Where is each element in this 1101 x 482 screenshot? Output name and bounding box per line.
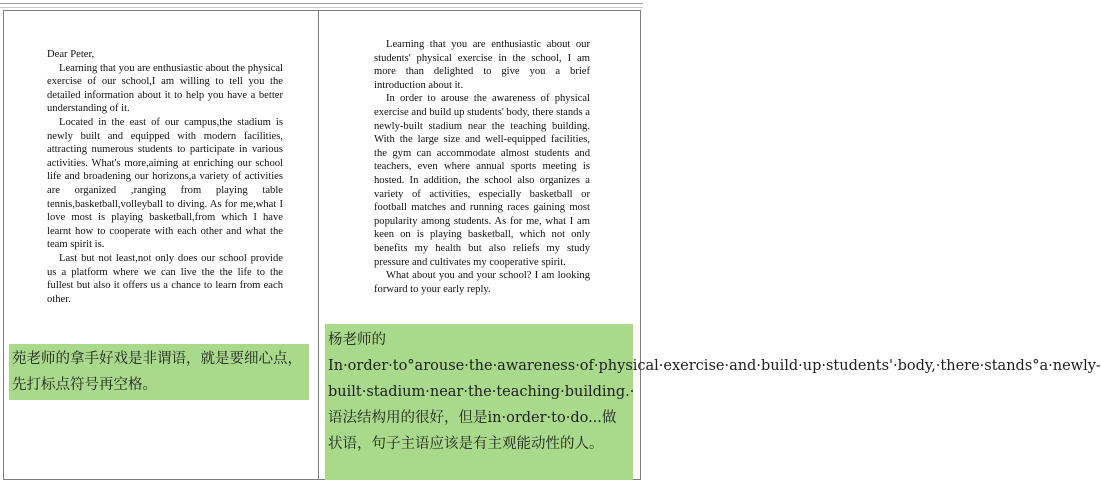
right-paragraph-1: Learning that you are enthusiastic about our students' physical exercise in the school, I am more than delighted to give you a brief introduction about it. — [374, 39, 590, 91]
right-comment-text: 杨老师的In·order·to°arouse·the·awareness·of·physical·exercise·and·build·up·students'·body,·there·stands°a·newly-built·stadium·near·the·teaching·building.·语法结构用的很好，但是in·order·to·do...做状语，句子主语应该是有主观能动性的人。 — [328, 332, 1101, 452]
left-paragraph-1: Learning that you are enthusiastic about the physical exercise of our school,I am willing to tell you the detailed information about it to help you have a better understanding of it. — [47, 62, 283, 115]
left-paragraph-3: Last but not least,not only does our school provide us a platform where we can live the the life to the fullest but also it offers us a chance to learn from each other. — [47, 252, 283, 305]
left-letter — [47, 48, 283, 306]
column-divider — [318, 10, 319, 480]
right-teacher-comment — [325, 324, 1101, 480]
ruler-line — [0, 3, 643, 4]
left-paragraph-2: Located in the east of our campus,the stadium is newly built and equipped with modern facilities, attracting numerous students to participate in various activities. What's more,aiming at enriching our school life and broadening our horizons,a variety of activities are organized ,ranging from playing table tennis,basketball,volleyball to diving. As for me,what I love most is playing basketball,from which I have learnt how to cooperate with each other and what the team spirit is. — [47, 116, 283, 251]
left-teacher-comment — [9, 344, 309, 400]
letter-salutation: Dear Peter, — [47, 49, 95, 60]
right-letter — [374, 38, 590, 296]
right-paragraph-3: What about you and your school? I am looking forward to your early reply. — [374, 270, 590, 295]
right-paragraph-2: In order to arouse the awareness of physical exercise and build up students' body, there stands a newly-built stadium near the teaching building. With the large size and well-equipped facilities, the gym can accommodate almost students and teachers, even where annual sports meeting is hosted. In addition, the school also organizes a variety of activities, especially basketball or football matches and running races gaining most popularity among students. As for me, what I am keen on is playing basketball, which not only benefits my health but also reliefs my study pressure and cultivates my cooperative spirit. — [374, 93, 590, 268]
ruler-line-secondary — [0, 7, 643, 8]
left-comment-text: 苑老师的拿手好戏是非谓语，就是要细心点，先打标点符号再空格。 — [12, 351, 302, 393]
